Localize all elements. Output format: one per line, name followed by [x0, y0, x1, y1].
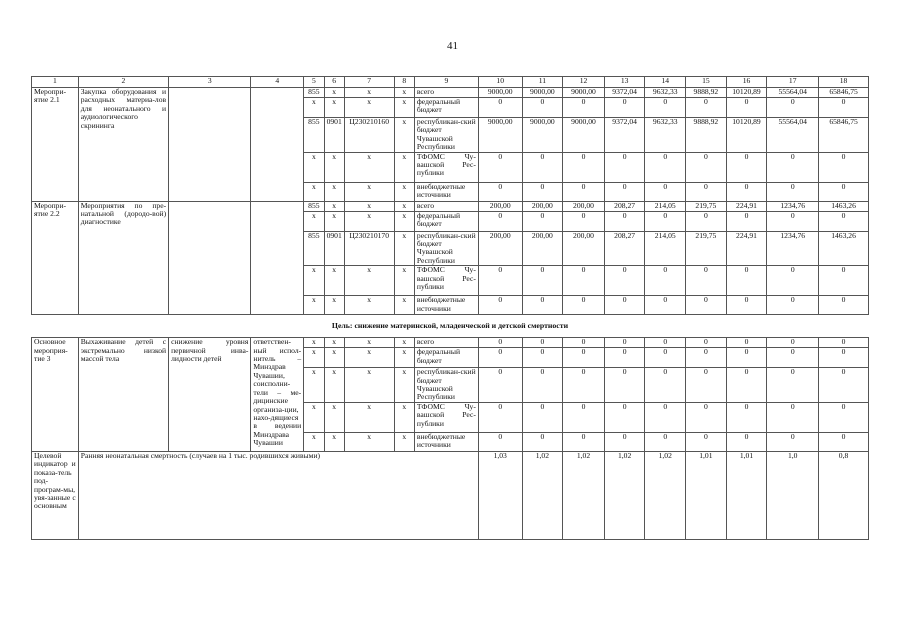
- amount-cell: 0: [645, 266, 686, 296]
- amount-cell: 0: [767, 98, 819, 118]
- budget-code: x: [304, 368, 324, 403]
- amount-cell: 55564,04: [767, 118, 819, 153]
- column-number: 7: [344, 77, 394, 88]
- amount-cell: 0: [767, 368, 819, 403]
- amount-cell: 0: [686, 296, 727, 315]
- funding-source: республикан-ский бюджет Чувашской Республики: [414, 231, 478, 266]
- budget-code: x: [324, 338, 344, 348]
- amount-cell: 0: [819, 338, 869, 348]
- amount-cell: 1234,76: [767, 201, 819, 211]
- budget-code: x: [344, 296, 394, 315]
- amount-cell: 0: [563, 338, 605, 348]
- budget-code: 855: [304, 231, 324, 266]
- amount-cell: 0: [563, 98, 605, 118]
- amount-cell: 0: [522, 348, 563, 368]
- amount-cell: 0: [819, 211, 869, 231]
- funding-source: федеральный бюджет: [414, 98, 478, 118]
- amount-cell: 0: [604, 296, 645, 315]
- indicator-value: 1,03: [478, 451, 522, 539]
- amount-cell: 200,00: [478, 201, 522, 211]
- column-number: 10: [478, 77, 522, 88]
- amount-cell: 1234,76: [767, 231, 819, 266]
- amount-cell: 200,00: [563, 231, 605, 266]
- indicator-text: Ранняя неонатальная смертность (случаев на 1 тыс. родившихся живыми): [78, 451, 478, 539]
- amount-cell: 0: [478, 432, 522, 451]
- amount-cell: 0: [767, 432, 819, 451]
- column-number: 12: [563, 77, 605, 88]
- amount-cell: 0: [478, 211, 522, 231]
- amount-cell: 0: [767, 211, 819, 231]
- amount-cell: 0: [819, 348, 869, 368]
- column-number: 18: [819, 77, 869, 88]
- amount-cell: 0: [478, 402, 522, 432]
- amount-cell: 219,75: [686, 231, 727, 266]
- activity-name: Мероприятия по пре-натальной (дородо-вой) диагностике: [78, 201, 168, 315]
- amount-cell: 0: [522, 368, 563, 403]
- budget-code: x: [344, 88, 394, 98]
- budget-code: x: [324, 201, 344, 211]
- indicator-value: 1,01: [726, 451, 767, 539]
- amount-cell: 9000,00: [478, 118, 522, 153]
- budget-code: x: [394, 368, 414, 403]
- amount-cell: 0: [604, 182, 645, 201]
- amount-cell: 0: [563, 402, 605, 432]
- expected-result: снижение уровня первичной инва-лидности детей: [169, 338, 251, 452]
- amount-cell: 0: [819, 368, 869, 403]
- amount-cell: 0: [645, 152, 686, 182]
- amount-cell: 0: [686, 182, 727, 201]
- amount-cell: 0: [686, 402, 727, 432]
- amount-cell: 0: [819, 182, 869, 201]
- budget-code: x: [344, 338, 394, 348]
- funding-source: ТФОМС Чу-вашской Рес-публики: [414, 402, 478, 432]
- amount-cell: 214,05: [645, 231, 686, 266]
- amount-cell: 0: [522, 266, 563, 296]
- amount-cell: 9372,04: [604, 118, 645, 153]
- amount-cell: 9888,92: [686, 88, 727, 98]
- column-number: 16: [726, 77, 767, 88]
- budget-code: 855: [304, 88, 324, 98]
- amount-cell: 0: [563, 152, 605, 182]
- funding-source: внебюджетные источники: [414, 432, 478, 451]
- budget-code: x: [344, 182, 394, 201]
- amount-cell: 0: [819, 98, 869, 118]
- amount-cell: 0: [767, 182, 819, 201]
- budget-code: x: [394, 296, 414, 315]
- amount-cell: 9632,33: [645, 118, 686, 153]
- amount-cell: 0: [478, 152, 522, 182]
- budget-code: x: [394, 182, 414, 201]
- budget-table: [31, 76, 869, 540]
- budget-code: x: [304, 152, 324, 182]
- budget-code: x: [344, 266, 394, 296]
- amount-cell: 0: [522, 211, 563, 231]
- budget-code: x: [394, 98, 414, 118]
- amount-cell: 0: [563, 348, 605, 368]
- amount-cell: 0: [522, 98, 563, 118]
- budget-code: x: [344, 432, 394, 451]
- budget-code: 855: [304, 118, 324, 153]
- funding-source: всего: [414, 201, 478, 211]
- amount-cell: 200,00: [522, 201, 563, 211]
- budget-code: x: [304, 432, 324, 451]
- column-number: 6: [324, 77, 344, 88]
- budget-code: x: [344, 201, 394, 211]
- column-number: 11: [522, 77, 563, 88]
- funding-source: всего: [414, 88, 478, 98]
- budget-code: x: [304, 402, 324, 432]
- budget-code: x: [394, 201, 414, 211]
- amount-cell: 0: [726, 98, 767, 118]
- amount-cell: 0: [645, 98, 686, 118]
- budget-code: x: [324, 98, 344, 118]
- amount-cell: 0: [604, 348, 645, 368]
- indicator-value: 1,0: [767, 451, 819, 539]
- amount-cell: 0: [645, 402, 686, 432]
- indicator-value: 1,01: [686, 451, 727, 539]
- amount-cell: 0: [478, 368, 522, 403]
- indicator-value: 0,8: [819, 451, 869, 539]
- amount-cell: 0: [726, 266, 767, 296]
- amount-cell: 0: [645, 348, 686, 368]
- amount-cell: 214,05: [645, 201, 686, 211]
- amount-cell: 0: [726, 402, 767, 432]
- budget-code: x: [304, 338, 324, 348]
- executor: [251, 201, 304, 315]
- budget-code: Ц230210160: [344, 118, 394, 153]
- amount-cell: 0: [645, 211, 686, 231]
- budget-code: 0901: [324, 231, 344, 266]
- funding-source: ТФОМС Чу-вашской Рес-публики: [414, 152, 478, 182]
- amount-cell: 0: [645, 432, 686, 451]
- table-row: [32, 88, 869, 98]
- goal-row: [32, 315, 869, 338]
- amount-cell: 0: [819, 432, 869, 451]
- table-body: [32, 77, 869, 540]
- amount-cell: 0: [726, 348, 767, 368]
- budget-code: x: [344, 348, 394, 368]
- amount-cell: 10120,89: [726, 88, 767, 98]
- amount-cell: 0: [604, 211, 645, 231]
- indicator-label: Целевой индикатор и показа-тель под-програм-мы, увя-занные с основным: [32, 451, 79, 539]
- amount-cell: 9000,00: [478, 88, 522, 98]
- expected-result: [169, 88, 251, 202]
- budget-code: x: [394, 266, 414, 296]
- amount-cell: 0: [819, 152, 869, 182]
- amount-cell: 10120,89: [726, 118, 767, 153]
- amount-cell: 0: [604, 152, 645, 182]
- column-number: 17: [767, 77, 819, 88]
- budget-code: x: [324, 266, 344, 296]
- column-number: 8: [394, 77, 414, 88]
- funding-source: федеральный бюджет: [414, 348, 478, 368]
- budget-code: x: [324, 88, 344, 98]
- budget-code: x: [304, 98, 324, 118]
- amount-cell: 0: [726, 296, 767, 315]
- amount-cell: 0: [645, 296, 686, 315]
- activity-name: Закупка оборудования и расходных материа-лов для неонатального и аудиологического скрининга: [78, 88, 168, 202]
- amount-cell: 0: [686, 348, 727, 368]
- expected-result: [169, 201, 251, 315]
- budget-code: 0901: [324, 118, 344, 153]
- budget-code: x: [394, 432, 414, 451]
- indicator-value: 1,02: [522, 451, 563, 539]
- amount-cell: 0: [522, 152, 563, 182]
- column-number: 4: [251, 77, 304, 88]
- amount-cell: 0: [686, 368, 727, 403]
- budget-code: x: [344, 368, 394, 403]
- amount-cell: 0: [478, 348, 522, 368]
- amount-cell: 200,00: [563, 201, 605, 211]
- amount-cell: 224,91: [726, 231, 767, 266]
- amount-cell: 0: [522, 338, 563, 348]
- budget-code: x: [344, 98, 394, 118]
- amount-cell: 9000,00: [522, 88, 563, 98]
- table-row: [32, 201, 869, 211]
- amount-cell: 0: [726, 211, 767, 231]
- amount-cell: 0: [686, 152, 727, 182]
- budget-code: x: [394, 152, 414, 182]
- amount-cell: 0: [767, 338, 819, 348]
- column-number: 15: [686, 77, 727, 88]
- budget-code: x: [324, 348, 344, 368]
- amount-cell: 0: [604, 368, 645, 403]
- amount-cell: 9000,00: [563, 118, 605, 153]
- indicator-row: [32, 451, 869, 539]
- funding-source: ТФОМС Чу-вашской Рес-публики: [414, 266, 478, 296]
- amount-cell: 9632,33: [645, 88, 686, 98]
- budget-code: 855: [304, 201, 324, 211]
- budget-code: x: [394, 348, 414, 368]
- budget-code: x: [394, 88, 414, 98]
- activity-code: Основное мероприя-тие 3: [32, 338, 79, 452]
- budget-code: x: [324, 296, 344, 315]
- amount-cell: 0: [563, 182, 605, 201]
- budget-code: x: [394, 338, 414, 348]
- budget-code: x: [344, 211, 394, 231]
- amount-cell: 0: [819, 296, 869, 315]
- budget-code: x: [324, 402, 344, 432]
- funding-source: внебюджетные источники: [414, 296, 478, 315]
- amount-cell: 9000,00: [563, 88, 605, 98]
- funding-source: всего: [414, 338, 478, 348]
- amount-cell: 0: [478, 338, 522, 348]
- amount-cell: 0: [726, 368, 767, 403]
- amount-cell: 0: [604, 98, 645, 118]
- column-number: 14: [645, 77, 686, 88]
- amount-cell: 0: [563, 368, 605, 403]
- amount-cell: 9000,00: [522, 118, 563, 153]
- column-number: 1: [32, 77, 79, 88]
- table-row: [32, 338, 869, 348]
- amount-cell: 0: [686, 211, 727, 231]
- amount-cell: 200,00: [478, 231, 522, 266]
- amount-cell: 0: [645, 338, 686, 348]
- executor: [251, 88, 304, 202]
- budget-code: x: [304, 182, 324, 201]
- budget-code: x: [304, 348, 324, 368]
- amount-cell: 0: [767, 348, 819, 368]
- amount-cell: 0: [686, 432, 727, 451]
- funding-source: федеральный бюджет: [414, 211, 478, 231]
- indicator-value: 1,02: [645, 451, 686, 539]
- budget-code: x: [324, 211, 344, 231]
- amount-cell: 0: [767, 266, 819, 296]
- amount-cell: 0: [522, 432, 563, 451]
- funding-source: внебюджетные источники: [414, 182, 478, 201]
- amount-cell: 0: [478, 182, 522, 201]
- executor: ответствен-ный испол-нитель – Минздрав Чувашии, соисполни-тели – ме-дицинские организа-ции, нахо-дящиеся в ведении Минздрава Чувашии: [251, 338, 304, 452]
- budget-code: x: [344, 152, 394, 182]
- column-number-row: [32, 77, 869, 88]
- budget-code: x: [394, 231, 414, 266]
- budget-code: Ц230210170: [344, 231, 394, 266]
- amount-cell: 0: [522, 182, 563, 201]
- amount-cell: 0: [645, 182, 686, 201]
- amount-cell: 0: [819, 266, 869, 296]
- amount-cell: 0: [686, 98, 727, 118]
- amount-cell: 9372,04: [604, 88, 645, 98]
- amount-cell: 0: [767, 152, 819, 182]
- amount-cell: 208,27: [604, 231, 645, 266]
- activity-code: Меропри-ятие 2.1: [32, 88, 79, 202]
- budget-code: x: [324, 368, 344, 403]
- amount-cell: 0: [726, 152, 767, 182]
- amount-cell: 65846,75: [819, 118, 869, 153]
- budget-code: x: [304, 266, 324, 296]
- column-number: 9: [414, 77, 478, 88]
- budget-code: x: [344, 402, 394, 432]
- amount-cell: 0: [726, 432, 767, 451]
- amount-cell: 0: [563, 296, 605, 315]
- indicator-value: 1,02: [563, 451, 605, 539]
- budget-code: x: [324, 182, 344, 201]
- amount-cell: 0: [478, 266, 522, 296]
- page-number: 41: [447, 40, 458, 52]
- amount-cell: 0: [767, 402, 819, 432]
- activity-code: Меропри-ятие 2.2: [32, 201, 79, 315]
- activity-name: Выхаживание детей с экстремально низкой массой тела: [78, 338, 168, 452]
- amount-cell: 0: [522, 296, 563, 315]
- amount-cell: 0: [563, 266, 605, 296]
- budget-code: x: [324, 432, 344, 451]
- amount-cell: 0: [726, 338, 767, 348]
- funding-source: республикан-ский бюджет Чувашской Республики: [414, 118, 478, 153]
- budget-code: x: [394, 211, 414, 231]
- amount-cell: 0: [604, 266, 645, 296]
- amount-cell: 9888,92: [686, 118, 727, 153]
- amount-cell: 0: [686, 338, 727, 348]
- amount-cell: 0: [819, 402, 869, 432]
- amount-cell: 0: [522, 402, 563, 432]
- amount-cell: 200,00: [522, 231, 563, 266]
- column-number: 3: [169, 77, 251, 88]
- amount-cell: 1463,26: [819, 231, 869, 266]
- column-number: 5: [304, 77, 324, 88]
- amount-cell: 0: [767, 296, 819, 315]
- amount-cell: 0: [604, 338, 645, 348]
- amount-cell: 0: [478, 296, 522, 315]
- amount-cell: 0: [563, 432, 605, 451]
- budget-code: x: [304, 211, 324, 231]
- amount-cell: 0: [478, 98, 522, 118]
- amount-cell: 0: [604, 432, 645, 451]
- budget-code: x: [394, 118, 414, 153]
- amount-cell: 224,91: [726, 201, 767, 211]
- amount-cell: 65846,75: [819, 88, 869, 98]
- amount-cell: 0: [645, 368, 686, 403]
- goal-heading: Цель: снижение материнской, младенческой и детской смертности: [32, 315, 869, 338]
- funding-source: республикан-ский бюджет Чувашской Республики: [414, 368, 478, 403]
- budget-code: x: [304, 296, 324, 315]
- amount-cell: 0: [563, 211, 605, 231]
- amount-cell: 1463,26: [819, 201, 869, 211]
- amount-cell: 208,27: [604, 201, 645, 211]
- budget-code: x: [394, 402, 414, 432]
- column-number: 2: [78, 77, 168, 88]
- amount-cell: 0: [686, 266, 727, 296]
- amount-cell: 0: [604, 402, 645, 432]
- column-number: 13: [604, 77, 645, 88]
- amount-cell: 219,75: [686, 201, 727, 211]
- budget-code: x: [324, 152, 344, 182]
- amount-cell: 0: [726, 182, 767, 201]
- amount-cell: 55564,04: [767, 88, 819, 98]
- indicator-value: 1,02: [604, 451, 645, 539]
